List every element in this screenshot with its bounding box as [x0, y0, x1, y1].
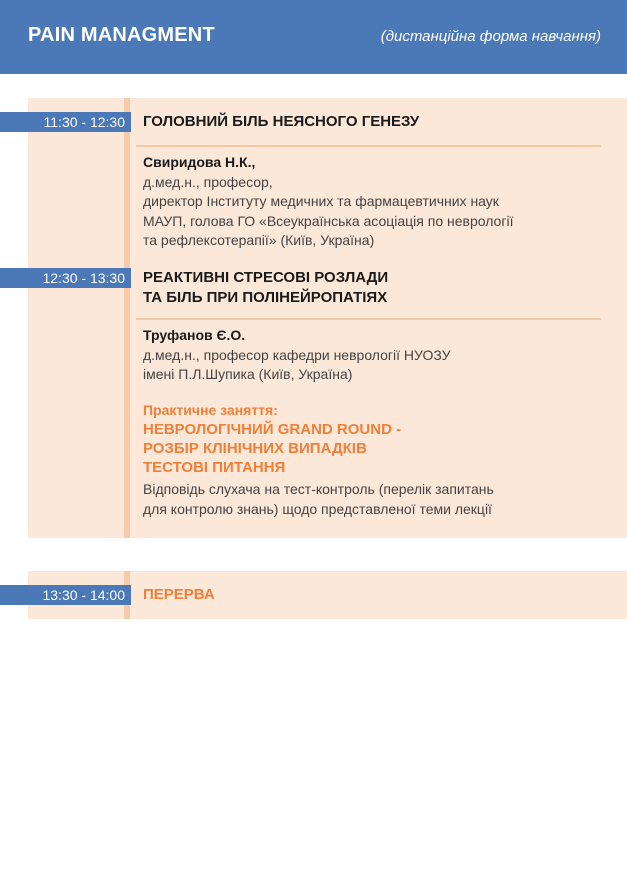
break-time: 13:30 - 14:00: [0, 585, 131, 605]
speaker-detail: імені П.Л.Шупика (Київ, Україна): [143, 366, 353, 382]
speaker-detail: д.мед.н., професор,: [143, 173, 273, 190]
speaker-detail: та рефлексотерапії» (Київ, Україна): [143, 232, 375, 248]
session-2-speaker: [143, 326, 451, 385]
practice-line: НЕВРОЛОГІЧНИЙ GRAND ROUND -: [143, 421, 402, 438]
practice-label: Практичне заняття:: [143, 402, 278, 418]
session-1-title: ГОЛОВНИЙ БІЛЬ НЕЯСНОГО ГЕНЕЗУ: [143, 113, 420, 130]
speaker-name: Труфанов Є.О.: [143, 327, 246, 343]
practice-line: ТЕСТОВІ ПИТАННЯ: [143, 459, 286, 476]
header-bar: [0, 0, 627, 74]
session-1-time: 11:30 - 12:30: [0, 112, 131, 132]
session-1-divider: [136, 145, 601, 147]
speaker-detail: МАУП, голова ГО «Всеукраїнська асоціація по неврології: [143, 212, 514, 229]
practice-line: РОЗБІР КЛІНІЧНИХ ВИПАДКІВ: [143, 440, 367, 457]
speaker-detail: директор Інституту медичних та фармацевтичних наук: [143, 193, 499, 209]
practice-block: [143, 401, 401, 477]
timeline-divider: [124, 98, 130, 538]
practice-note: Відповідь слухача на тест-контроль (перелік запитань для контролю знань) щодо представленої теми лекції: [143, 481, 494, 517]
session-1-speaker: [143, 153, 513, 251]
break-title: ПЕРЕРВА: [143, 586, 215, 603]
speaker-detail: д.мед.н., професор кафедри неврології НУОЗУ: [143, 346, 451, 363]
session-2-time: 12:30 - 13:30: [0, 268, 131, 288]
session-2-divider: [136, 318, 601, 320]
session-2-title: РЕАКТИВНІ СТРЕСОВІ РОЗЛАДИ ТА БІЛЬ ПРИ ПОЛІНЕЙРОПАТІЯХ: [143, 269, 389, 306]
speaker-name: Свиридова Н.К.,: [143, 154, 256, 170]
page-title: PAIN MANAGMENT: [28, 24, 215, 46]
page-subtitle: (дистанційна форма навчання): [380, 28, 601, 45]
